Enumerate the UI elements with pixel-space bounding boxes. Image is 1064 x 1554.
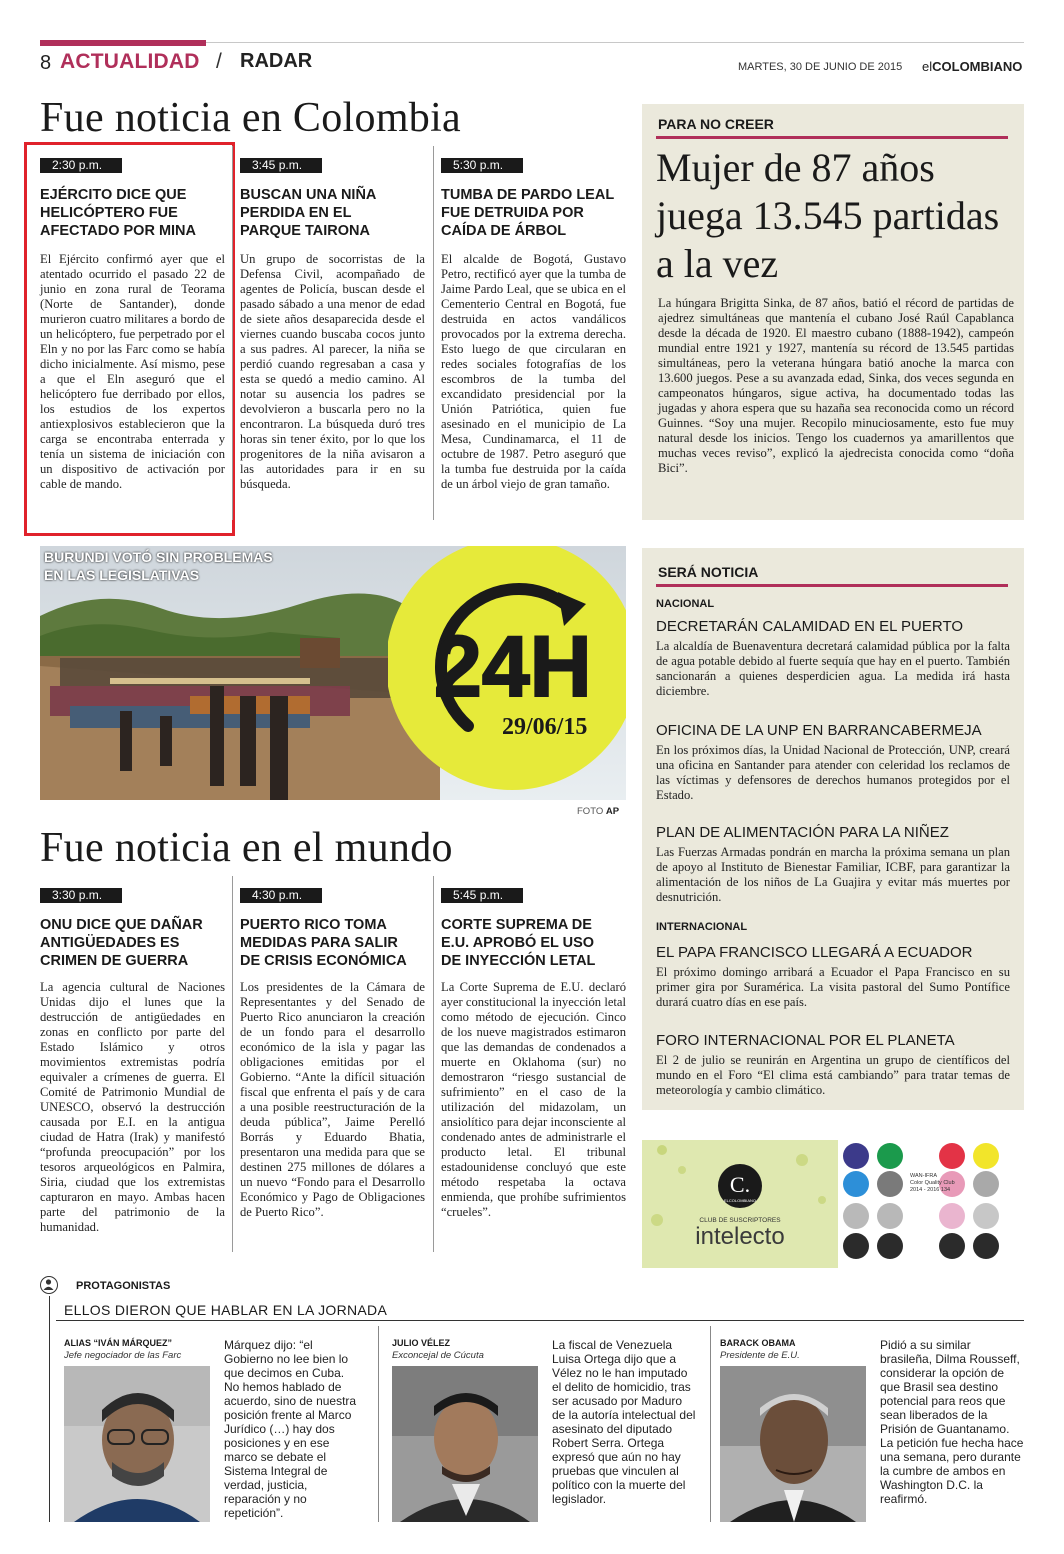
edition-date: MARTES, 30 DE JUNIO DE 2015	[738, 61, 903, 73]
color-swatch	[877, 1143, 903, 1169]
category-internacional: INTERNACIONAL	[656, 921, 748, 933]
story-headline: PUERTO RICO TOMA MEDIDAS PARA SALIR DE CRISIS ECONÓMICA	[240, 917, 407, 969]
person-quote: Márquez dijo: “el Gobierno no lee bien lo que decimos en Cuba. No hemos hablado de acuerdo, sino de nuestra posición frente al Marco Jurídico (…) hay dos posiciones y en ese marco se debate el Sistema Integral de verdad, justicia, reparación y no repetición”.	[224, 1338, 357, 1520]
para-no-creer-label: PARA NO CREER	[658, 116, 774, 132]
person-photo	[392, 1366, 538, 1522]
color-swatch	[843, 1203, 869, 1229]
color-swatch	[877, 1203, 903, 1229]
photo-caption-line-2: EN LAS LEGISLATIVAS	[44, 567, 200, 583]
protagonistas-rule	[49, 1296, 50, 1522]
sera-noticia-box	[642, 548, 1024, 1110]
mundo-heading: Fue noticia en el mundo	[40, 825, 453, 871]
time-badge: 3:45 p.m.	[240, 158, 322, 173]
color-swatch	[939, 1233, 965, 1259]
svg-text:CLUB DE SUSCRIPTORES: CLUB DE SUSCRIPTORES	[699, 1217, 781, 1224]
sera-noticia-headline: FORO INTERNACIONAL POR EL PLANETA	[656, 1032, 955, 1049]
person-photo	[64, 1366, 210, 1522]
person-role: Exconcejal de Cúcuta	[392, 1350, 484, 1361]
logo-prefix: el	[922, 59, 933, 74]
story-headline: BUSCAN UNA NIÑA PERDIDA EN EL PARQUE TAIRONA	[240, 187, 376, 239]
mundo-story-3	[441, 888, 626, 1250]
page-number: 8	[40, 52, 52, 74]
color-text-3: 2014 - 2016 134	[910, 1187, 951, 1193]
mundo-story-1	[40, 888, 225, 1250]
subsection-title: RADAR	[240, 50, 313, 72]
para-no-creer-box	[642, 104, 1024, 520]
barack-obama-portrait	[720, 1366, 866, 1522]
logo-main: COLOMBIANO	[932, 59, 1023, 74]
person-photo	[720, 1366, 866, 1522]
person-icon	[40, 1276, 58, 1294]
sera-noticia-body: En los próximos días, la Unidad Nacional de Protección, UNP, creará una oficina en Santander para atender con celeridad los reclamos de las víctimas y defensores de derechos humanos protegidos por el Estado.	[656, 743, 1010, 802]
color-quality-text	[910, 1173, 955, 1194]
photo-credit-agency: AP	[605, 806, 620, 817]
svg-text:C.: C.	[729, 1172, 751, 1197]
para-no-creer-title: Mujer de 87 años juega 13.545 partidas a la vez	[656, 145, 1000, 286]
svg-text:intelecto: intelecto	[695, 1223, 785, 1250]
protagonistas-label: PROTAGONISTAS	[76, 1280, 171, 1292]
color-swatch	[939, 1143, 965, 1169]
sera-noticia-label: SERÁ NOTICIA	[658, 564, 759, 580]
story-headline: ONU DICE QUE DAÑAR ANTIGÜEDADES ES CRIMEN DE GUERRA	[40, 917, 203, 969]
person-role: Presidente de E.U.	[720, 1350, 800, 1361]
para-no-creer-body: La húngara Brigitta Sinka, de 87 años, batió el récord de partidas de ajedrez simultáneas que mantenía el cubano José Raúl Capablanca desde la década de 1920. El maestro cubano (1888-1942), campeón mundial entre 1921 y 1927, mantenía su récord de 13.545 partidas simultáneas, pero la veterana húngara batió anoche la marca con 13.600 juegos. Pese a su avanzada edad, Sinka, dos veces segunda en campeonatos húngaros, sigue activa, ha documentado todas las jugadas y ahora espera que su hazaña sea reconocida como un récord Guinnes. “Soy una mujer. Recopilo minuciosamente, esto fue muy natural desde los inicios. Tengo los cuadernos ya amarillentos que muchas veces reviso”, explicó la ajedrecista conocida como “doña Bici”.	[658, 296, 1014, 475]
intelecto-ad-graphic	[642, 1140, 838, 1268]
sera-noticia-headline: DECRETARÁN CALAMIDAD EN EL PUERTO	[656, 618, 964, 635]
column-rule	[433, 876, 434, 1252]
badge-24h-text: 24H	[434, 619, 592, 715]
story-body: El alcalde de Bogotá, Gustavo Petro, rectificó ayer que la tumba de Jaime Pardo Leal, que se ubica en el Cementerio Central en Bogotá, fue destruida en actos vandálicos provocados por la extrema derecha. Esto luego de que circularan en redes sociales fotografías de los escombros de la tumba del excandidato presidencial por la Unión Patriótica, quien fue asesinado en el municipio de La Mesa, Cundinamarca, el 11 de octubre de 1987. Petro aseguró que la tumba fue destruida por la caída de un árbol viejo de gran tamaño.	[441, 252, 626, 491]
color-swatch	[973, 1143, 999, 1169]
story-headline: TUMBA DE PARDO LEAL FUE DETRUIDA POR CAÍDA DE ÁRBOL	[441, 187, 614, 239]
photo-credit	[577, 806, 619, 817]
mundo-story-2	[240, 888, 425, 1250]
protagonistas-subtitle: ELLOS DIERON QUE HABLAR EN LA JORNADA	[64, 1302, 388, 1318]
column-rule	[232, 876, 233, 1252]
color-swatch	[843, 1233, 869, 1259]
story-body: Un grupo de socorristas de la Defensa Civil, acompañado de agentes de Policía, buscan desde el pasado sábado a una menor de edad de siete años desaparecida desde el viernes cuando buscaba cocos junto a sus padres. Al parecer, la niña se perdió cuando regresaban a casa y esta se quedó a medio camino. Al notar su ausencia los padres se devolvieron a buscarla pero no la encontraron. La búsqueda duró tres horas sin tener éxito, por lo que los progenitores de la niña avisaron a las autoridades para ir en su búsqueda.	[240, 252, 425, 491]
story-body: El Ejército confirmó ayer que el atentado ocurrido el pasado 22 de junio en zona rural de Teorama (Norte de Santander), donde murieron cuatro militares a bordo de un helicóptero, fue perpetrado por el Eln y no por las Farc como se había dicho inicialmente. Así mismo, pese a que el Eln aseguró que el helicóptero fue derribado por ellos, los estudios de los expertos antiexplosivos establecieron que la carga se encontraba enterrada y tenía un sistema de iniciación con un dispositivo de activación por cable de mando.	[40, 252, 225, 491]
sera-noticia-body: El próximo domingo arribará a Ecuador el Papa Francisco en su primer gira por Suramérica. La visita pastoral del Sumo Pontífice durará cuatro días en ese país.	[656, 965, 1010, 1009]
person-name: BARACK OBAMA	[720, 1338, 796, 1348]
person-separator	[710, 1326, 711, 1522]
color-quality-swatches	[840, 1140, 1024, 1268]
time-badge: 2:30 p.m.	[40, 158, 122, 173]
24h-badge	[388, 546, 626, 800]
badge-date-text: 29/06/15	[502, 714, 588, 740]
person-quote: La fiscal de Venezuela Luisa Ortega dijo que a Vélez no le han imputado el delito de homicidio, tras ser acusado por Maduro de la autoría intelectual del asesinato del diputado Robert Serra. Ortega expresó que aún no hay pruebas que vinculen al político con la muerte del legislador.	[552, 1338, 696, 1506]
person-name: JULIO VÉLEZ	[392, 1338, 451, 1348]
color-swatch	[973, 1203, 999, 1229]
photo-credit-prefix: FOTO	[577, 806, 604, 817]
story-body: La agencia cultural de Naciones Unidas dijo el lunes que la destrucción de antigüedades en zonas en conflicto por parte del Estado Islámico y otros movimientos extremistas podría equivaler a crímenes de guerra. El Comité de Patrimonio Mundial de UNESCO, observó la destrucción causada por E.I. en la antigua ciudad de Hatra (Irak) y manifestó “profunda preocupación” por los tesoros arqueológicos en Palmira, Siria, ciudad que los extremistas capturaron en mayo. Ambas hacen parte del patrimonio de la humanidad.	[40, 980, 225, 1234]
sera-noticia-body: El 2 de julio se reunirán en Argentina un grupo de científicos del mundo en el Foro “El clima está cambiando” para tratar temas de meteorología y cambio climático.	[656, 1053, 1010, 1097]
section-color-bar	[40, 40, 206, 46]
colombia-story-1	[40, 158, 225, 520]
sera-noticia-headline: OFICINA DE LA UNP EN BARRANCABERMEJA	[656, 722, 982, 739]
top-rule	[206, 42, 1024, 43]
label-rule	[656, 136, 1008, 139]
julio-velez-portrait	[392, 1366, 538, 1522]
story-headline: CORTE SUPREMA DE E.U. APROBÓ EL USO DE INYECCIÓN LETAL	[441, 917, 596, 969]
person-separator	[378, 1326, 379, 1522]
newspaper-logo	[922, 59, 1022, 74]
sera-noticia-body: Las Fuerzas Armadas pondrán en marcha la próxima semana un plan de apoyo al Instituto de Bienestar Familiar, ICBF, para garantizar la alimentación de los niños de La Guajira y evitar más muertes por desnutrición.	[656, 845, 1010, 904]
person-role: Jefe negociador de las Farc	[64, 1350, 182, 1361]
colombia-heading: Fue noticia en Colombia	[40, 95, 461, 141]
time-badge: 4:30 p.m.	[240, 888, 322, 903]
label-rule	[656, 584, 1008, 587]
color-swatch-grid	[840, 1140, 1024, 1268]
color-swatch	[939, 1203, 965, 1229]
color-text-1: WAN-IFRA	[910, 1173, 937, 1179]
burundi-photo	[40, 546, 626, 800]
column-rule	[433, 146, 434, 520]
time-badge: 5:30 p.m.	[441, 158, 523, 173]
story-body: Los presidentes de la Cámara de Representantes y del Senado de Puerto Rico anunciaron la creación de un fondo para el desarrollo económico de la isla y pagar las obligaciones emitidas por el Gobierno. “Ante la difícil situación fiscal que enfrenta el país y de cara a una posible reestructuración de la deuda pública”, Jaime Perelló Borrás y Eduardo Bhatia, presentaron una medida para que se destinen 275 millones de dólares a un nuevo “Fondo para el Desarrollo Económico y Pago de Obligaciones de Puerto Rico”.	[240, 980, 425, 1219]
sera-noticia-body: La alcaldía de Buenaventura decretará calamidad pública por la falta de agua potable debido al fuerte sequía que hay en el puerto. También sancionarán a quienes desperdicien agua. La medida irá hasta diciembre.	[656, 639, 1010, 698]
color-swatch	[843, 1143, 869, 1169]
person-name: ALIAS “IVÁN MÁRQUEZ”	[64, 1338, 172, 1348]
protagonistas-rule	[56, 1320, 1024, 1321]
colombia-story-2	[240, 158, 425, 520]
intelecto-ad[interactable]	[642, 1140, 838, 1268]
category-nacional: NACIONAL	[656, 598, 715, 610]
svg-text:ELCOLOMBIANO: ELCOLOMBIANO	[723, 1198, 757, 1203]
section-separator: /	[216, 50, 222, 73]
column-rule	[232, 146, 233, 520]
color-swatch	[877, 1171, 903, 1197]
sera-noticia-headline: PLAN DE ALIMENTACIÓN PARA LA NIÑEZ	[656, 824, 949, 841]
color-swatch	[843, 1171, 869, 1197]
ivan-marquez-portrait	[64, 1366, 210, 1522]
story-headline: EJÉRCITO DICE QUE HELICÓPTERO FUE AFECTADO POR MINA	[40, 187, 197, 239]
colombia-story-3	[441, 158, 626, 520]
sera-noticia-headline: EL PAPA FRANCISCO LLEGARÁ A ECUADOR	[656, 944, 973, 961]
section-title: ACTUALIDAD	[60, 50, 200, 73]
color-swatch	[973, 1171, 999, 1197]
color-swatch	[973, 1233, 999, 1259]
story-body: La Corte Suprema de E.U. declaró ayer constitucional la inyección letal como método de ejecución. Cinco de los nueve magistrados estimaron que las demandas de condenados a muerte en Oklahoma (sur) no demostraron “riesgo sustancial de sufrimiento” en el caso de la utilización del midazolam, un ansiolítico para dejar inconsciente al condenado antes de administrarle el producto letal. El tribunal estadounidense concluyó que este método respetaba la octava enmienda, que prohíbe sufrimientos “crueles”.	[441, 980, 626, 1219]
photo-caption	[44, 548, 273, 584]
color-swatch	[877, 1233, 903, 1259]
time-badge: 3:30 p.m.	[40, 888, 122, 903]
time-badge: 5:45 p.m.	[441, 888, 523, 903]
color-text-2: Color Quality Club	[910, 1180, 955, 1186]
photo-caption-line-1: BURUNDI VOTÓ SIN PROBLEMAS	[44, 549, 273, 565]
person-quote: Pidió a su similar brasileña, Dilma Rousseff, considerar la opción de que Brasil sea destino potencial para reos que sean liberados de la Prisión de Guantanamo. La petición fue hecha hace una semana, pero durante la cumbre de ambos en Washington D.C. la reafirmó.	[880, 1338, 1024, 1506]
